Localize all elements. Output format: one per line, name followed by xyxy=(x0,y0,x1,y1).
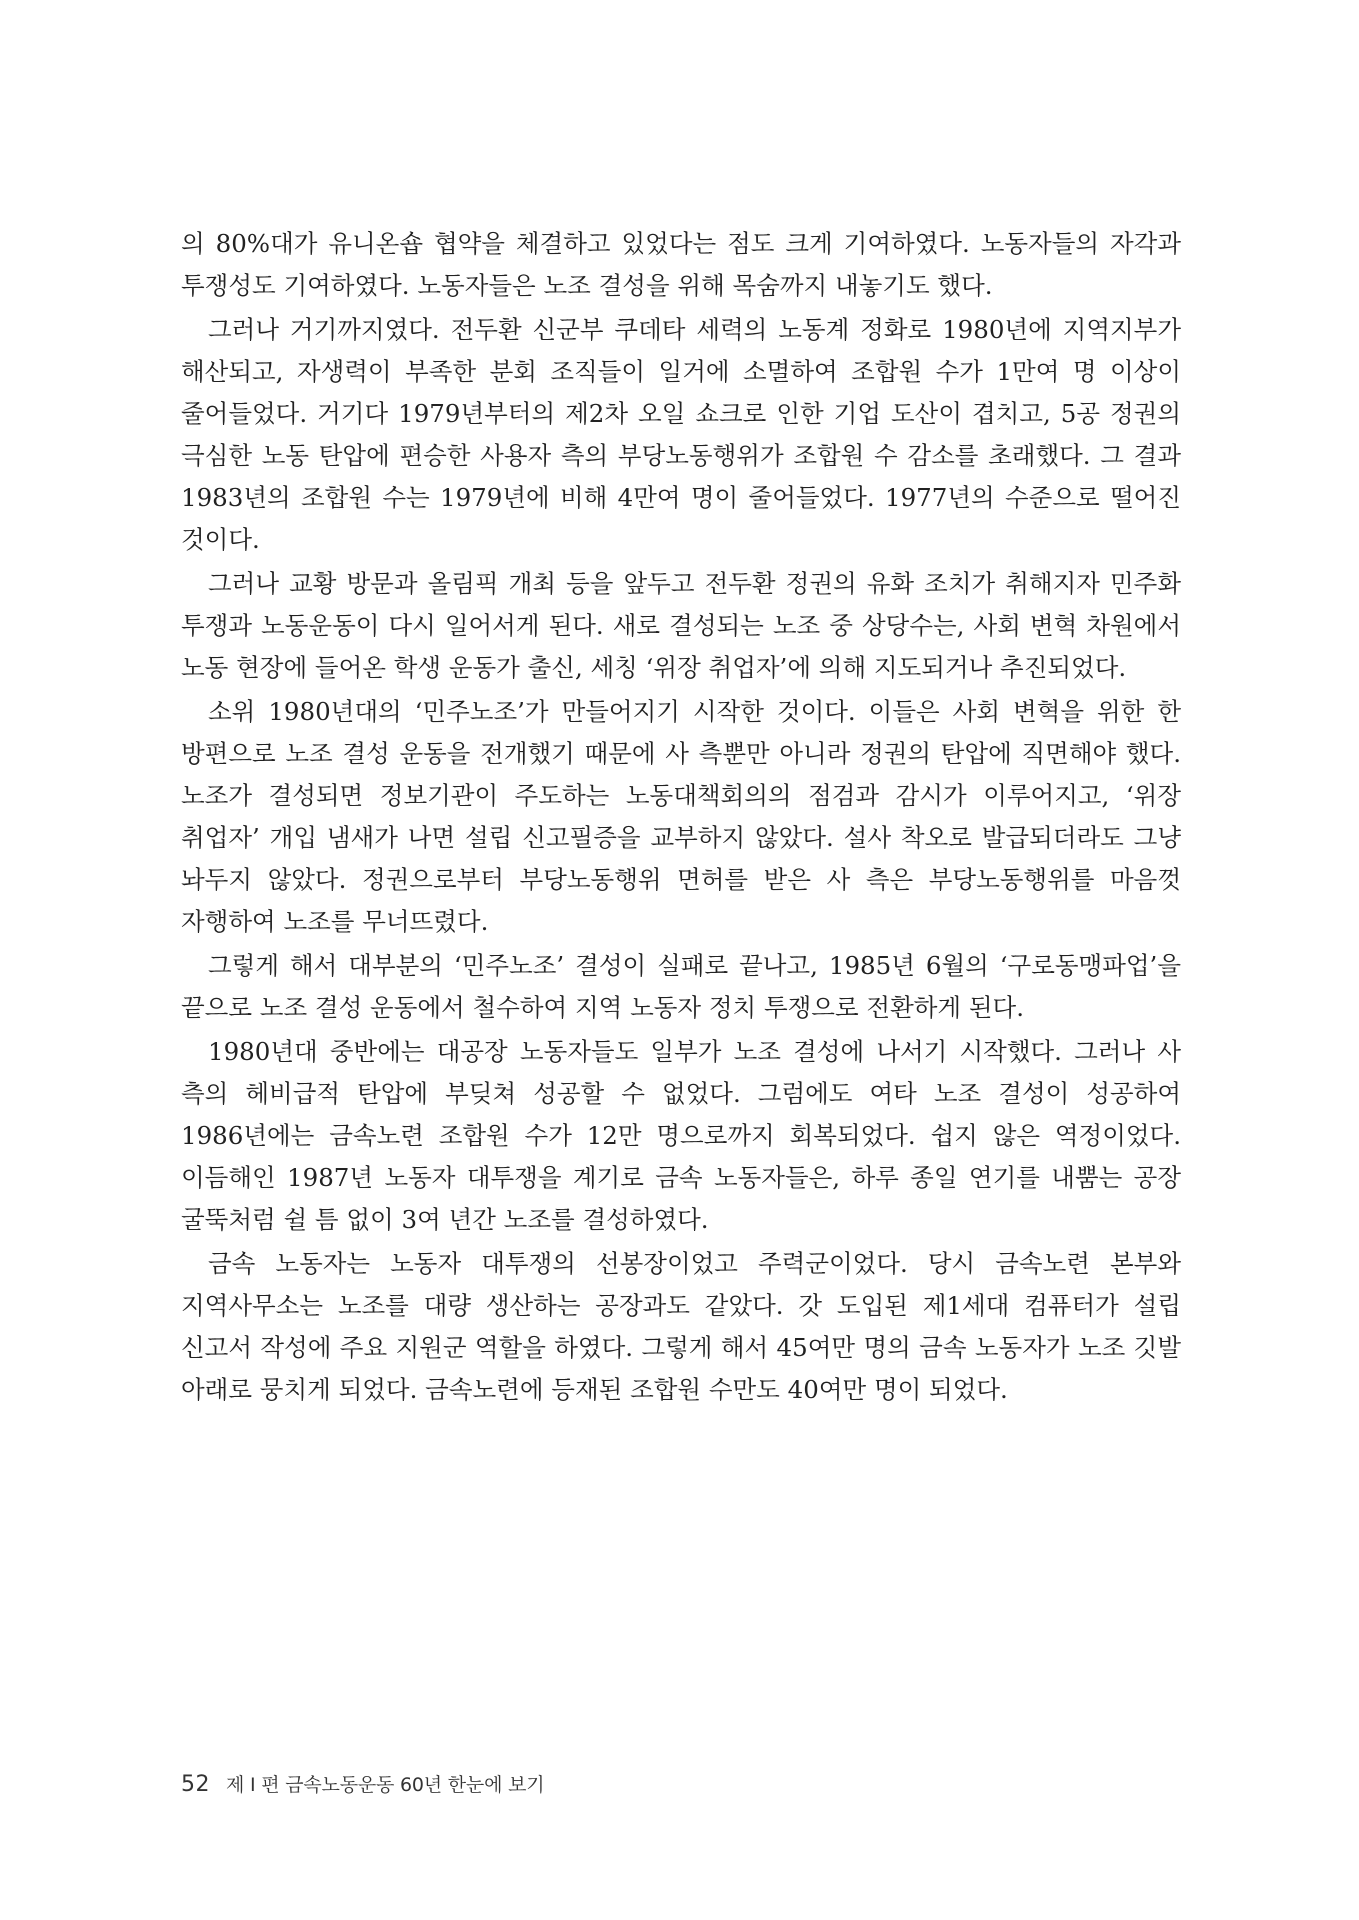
page-footer xyxy=(181,1770,544,1806)
running-title: 제 I 편 금속노동운동 60년 한눈에 보기 xyxy=(226,1774,545,1796)
paragraph-2: 그러나 거기까지였다. 전두환 신군부 쿠데타 세력의 노동계 정화로 1980년에 지역지부가 해산되고, 자생력이 부족한 분회 조직들이 일거에 소멸하여 조합원 수가 1만여 명 이상이 줄어들었다. 거기다 1979년부터의 제2차 오일 쇼크로 인한 기업 도산이 겹치고, 5공 정권의 극심한 노동 탄압에 편승한 사용자 측의 부당노동행위가 조합원 수 감소를 초래했다. 그 결과 1983년의 조합원 수는 1979년에 비해 4만여 명이 줄어들었다. 1977년의 수준으로 떨어진 것이다. xyxy=(181,315,1181,554)
paragraph-5: 그렇게 해서 대부분의 ‘민주노조’ 결성이 실패로 끝나고, 1985년 6월의 ‘구로동맹파업’을 끝으로 노조 결성 운동에서 철수하여 지역 노동자 정치 투쟁으로 전환하게 된다. xyxy=(181,951,1181,1022)
body-text xyxy=(181,223,1181,1413)
page-number: 52 xyxy=(181,1772,210,1797)
paragraph-6: 1980년대 중반에는 대공장 노동자들도 일부가 노조 결성에 나서기 시작했다. 그러나 사 측의 헤비급적 탄압에 부딪쳐 성공할 수 없었다. 그럼에도 여타 노조 결성이 성공하여 1986년에는 금속노련 조합원 수가 12만 명으로까지 회복되었다. 쉽지 않은 역정이었다. 이듬해인 1987년 노동자 대투쟁을 계기로 금속 노동자들은, 하루 종일 연기를 내뿜는 공장 굴뚝처럼 쉴 틈 없이 3여 년간 노조를 결성하였다. xyxy=(181,1037,1181,1234)
paragraph-1: 의 80%대가 유니온숍 협약을 체결하고 있었다는 점도 크게 기여하였다. 노동자들의 자각과 투쟁성도 기여하였다. 노동자들은 노조 결성을 위해 목숨까지 내놓기도 했다. xyxy=(181,229,1181,300)
paragraph-3: 그러나 교황 방문과 올림픽 개최 등을 앞두고 전두환 정권의 유화 조치가 취해지자 민주화 투쟁과 노동운동이 다시 일어서게 된다. 새로 결성되는 노조 중 상당수는, 사회 변혁 차원에서 노동 현장에 들어온 학생 운동가 출신, 세칭 ‘위장 취업자’에 의해 지도되거나 추진되었다. xyxy=(181,569,1181,682)
paragraph-7: 금속 노동자는 노동자 대투쟁의 선봉장이었고 주력군이었다. 당시 금속노련 본부와 지역사무소는 노조를 대량 생산하는 공장과도 같았다. 갓 도입된 제1세대 컴퓨터가 설립 신고서 작성에 주요 지원군 역할을 하였다. 그렇게 해서 45여만 명의 금속 노동자가 노조 깃발 아래로 뭉치게 되었다. 금속노련에 등재된 조합원 수만도 40여만 명이 되었다. xyxy=(181,1249,1181,1404)
paragraph-4: 소위 1980년대의 ‘민주노조’가 만들어지기 시작한 것이다. 이들은 사회 변혁을 위한 한 방편으로 노조 결성 운동을 전개했기 때문에 사 측뿐만 아니라 정권의 탄압에 직면해야 했다. 노조가 결성되면 정보기관이 주도하는 노동대책회의의 점검과 감시가 이루어지고, ‘위장 취업자’ 개입 냄새가 나면 설립 신고필증을 교부하지 않았다. 설사 착오로 발급되더라도 그냥 놔두지 않았다. 정권으로부터 부당노동행위 면허를 받은 사 측은 부당노동행위를 마음껏 자행하여 노조를 무너뜨렸다. xyxy=(181,697,1181,936)
